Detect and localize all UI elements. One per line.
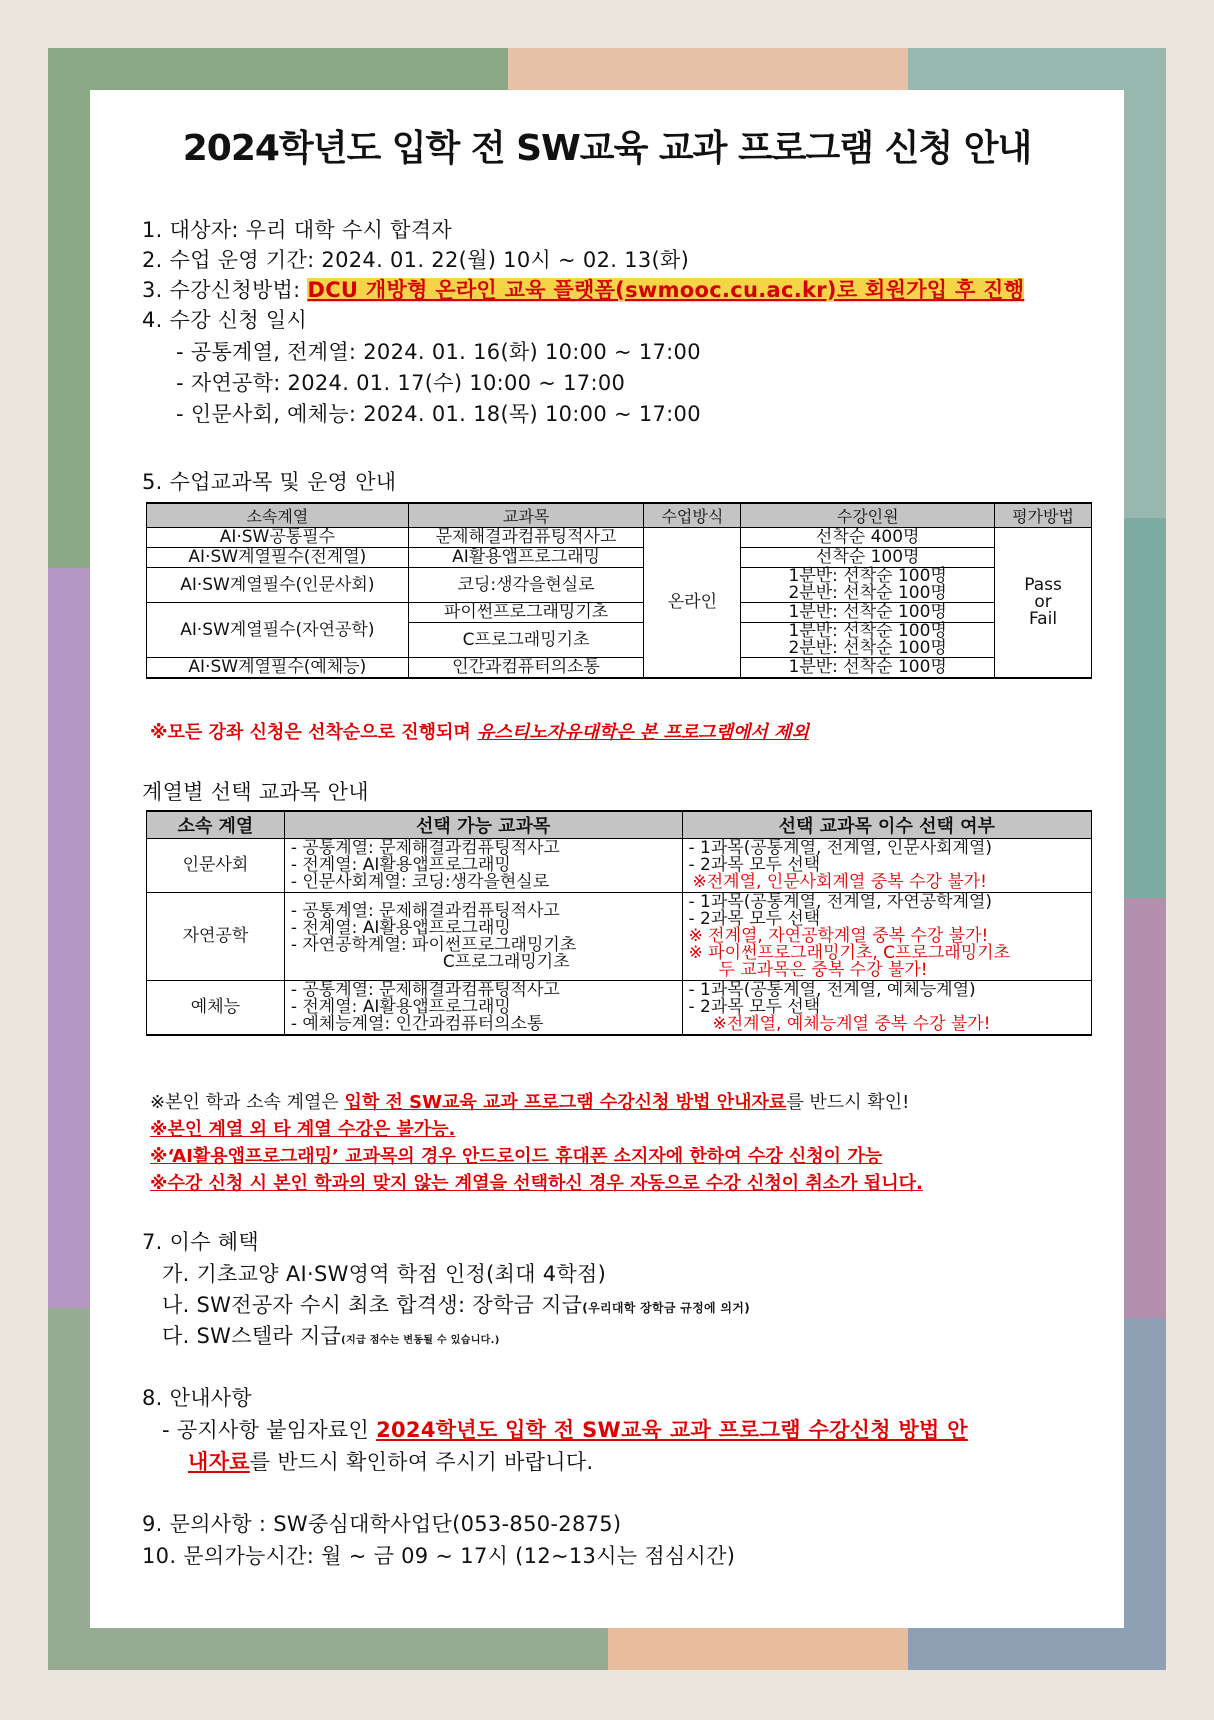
table-row: [147, 839, 1092, 893]
item-target: 1. 대상자: 우리 대학 수시 합격자: [142, 218, 452, 242]
warning-line: ※ 전계열, 자연공학계열 중복 수강 불가!: [688, 926, 989, 946]
course-line: - 공통계열: 문제해결과컴퓨팅적사고: [290, 900, 560, 921]
capacity-cell: 선착순 400명: [741, 528, 995, 548]
note-underlined: 유스티노자유대학은 본 프로그램에서 제외: [477, 722, 809, 743]
capacity-line: 1분반: 선착순 100명: [788, 566, 947, 586]
rules-cell: [682, 981, 1092, 1036]
benefit-b-small: (우리대학 장학금 규정에 의거): [582, 1301, 750, 1315]
note-text: ※모든 강좌 신청은 선착순으로 진행되며: [150, 722, 478, 743]
dept-cell: AI·SW공통필수: [147, 528, 409, 548]
guide-red: 2024학년도 입학 전 SW교육 교과 프로그램 수강신청 방법 안: [376, 1418, 968, 1442]
course-line: - 전계열: AI활용앱프로그래밍: [290, 855, 511, 875]
capacity-line: 2분반: 선착순 100명: [788, 583, 947, 603]
capacity-line: 2분반: 선착순 100명: [788, 638, 947, 658]
guide-line2: [188, 1446, 593, 1476]
header-dept: 소속 계열: [147, 811, 285, 839]
course-line: - 예체능계열: 인간과컴퓨터의소통: [290, 1014, 544, 1034]
note-android: ※‘AI활용앱프로그래밍’ 교과목의 경우 안드로이드 휴대폰 소지자에 한하여 수강 신청이 가능: [150, 1146, 883, 1167]
capacity-cell: 선착순 100명: [741, 548, 995, 568]
note-red: 입학 전 SW교육 교과 프로그램 수강신청 방법 안내자료: [344, 1092, 787, 1113]
warning-line: ※ 파이썬프로그래밍기초, C프로그래밍기초: [688, 943, 1010, 963]
dept-cell: AI·SW계열필수(전계열): [147, 548, 409, 568]
evaluation-pass: Pass: [1024, 575, 1062, 595]
table-row: [147, 658, 1092, 679]
course-line: - 전계열: AI활용앱프로그래밍: [290, 997, 511, 1017]
header-evaluation: 평가방법: [995, 503, 1092, 528]
benefit-b-text: 나. SW전공자 수시 최초 합격생: 장학금 지급: [162, 1293, 583, 1317]
benefit-c: [162, 1320, 500, 1350]
capacity-cell: 1분반: 선착순 100명: [741, 603, 995, 623]
table-row: [147, 981, 1092, 1036]
notice-sheet: [90, 90, 1124, 1628]
header-rules: 선택 교과목 이수 선택 여부: [682, 811, 1092, 839]
capacity-cell: [741, 623, 995, 658]
course-line: - 인문사회계열: 코딩:생각을현실로: [290, 872, 550, 892]
rules-cell: [682, 893, 1092, 981]
table-row: [147, 568, 1092, 603]
course-line: - 자연공학계열: 파이썬프로그래밍기초: [290, 934, 577, 955]
dept-cell: AI·SW계열필수(자연공학): [147, 603, 409, 658]
rule-line: - 2과목 모두 선택: [688, 909, 821, 929]
dept-cell: 자연공학: [147, 893, 285, 981]
item-period: 2. 수업 운영 기간: 2024. 01. 22(월) 10시 ~ 02. 13(화): [142, 248, 690, 272]
evaluation-fail: Fail: [1028, 609, 1058, 629]
rules-cell: [682, 839, 1092, 893]
rule-line: - 2과목 모두 선택: [688, 855, 821, 875]
dept-cell: 인문사회: [147, 839, 285, 893]
evaluation-cell: [995, 528, 1092, 679]
capacity-line: 1분반: 선착순 100명: [788, 621, 947, 641]
elective-title: 계열별 선택 교과목 안내: [142, 780, 369, 804]
note-no-other-dept: ※본인 계열 외 타 계열 수강은 불가능.: [150, 1119, 456, 1140]
guide-text: - 공지사항 붙임자료인: [162, 1418, 377, 1442]
courses-cell: [284, 981, 682, 1036]
elective-table: [146, 810, 1092, 1036]
course-line: - 공통계열: 문제해결과컴퓨팅적사고: [290, 980, 560, 1000]
note-auto-cancel: ※수강 신청 시 본인 학과의 맞지 않는 계열을 선택하신 경우 자동으로 수강 신청이 취소가 됩니다.: [150, 1173, 923, 1194]
benefit-b: [162, 1289, 750, 1319]
note-dept-check: [150, 1088, 909, 1114]
benefit-c-text: 다. SW스텔라 지급: [162, 1324, 342, 1348]
benefits-title: 7. 이수 혜택: [142, 1230, 259, 1254]
schedule-science: - 자연공학: 2024. 01. 17(수) 10:00 ~ 17:00: [176, 371, 626, 395]
course-table-note: [150, 718, 809, 744]
header-dept: 소속계열: [147, 503, 409, 528]
benefit-a: 가. 기초교양 AI·SW영역 학점 인정(최대 4학점): [162, 1262, 607, 1286]
course-cell: 문제해결과컴퓨팅적사고: [408, 528, 644, 548]
course-line: C프로그래밍기초: [442, 951, 570, 972]
table-row: [147, 548, 1092, 568]
item-method: [142, 274, 1024, 304]
course-cell: 인간과컴퓨터의소통: [408, 658, 644, 679]
warning-line: ※전계열, 인문사회계열 중복 수강 불가!: [692, 872, 987, 892]
schedule-humanities: - 인문사회, 예체능: 2024. 01. 18(목) 10:00 ~ 17:00: [176, 402, 701, 426]
guide-text: 를 반드시 확인하여 주시기 바랍니다.: [249, 1450, 594, 1474]
course-line: - 전계열: AI활용앱프로그래밍: [290, 917, 511, 938]
courses-cell: [284, 893, 682, 981]
schedule-common: - 공통계열, 전계열: 2024. 01. 16(화) 10:00 ~ 17:00: [176, 340, 701, 364]
course-cell: AI활용앱프로그래밍: [408, 548, 644, 568]
header-method: 수업방식: [644, 503, 741, 528]
guide-title: 8. 안내사항: [142, 1386, 252, 1410]
course-table: [146, 502, 1092, 679]
method-label: 3. 수강신청방법:: [142, 278, 308, 302]
rule-line: - 1과목(공통계열, 전계열, 자연공학계열): [688, 892, 993, 912]
courses-cell: [284, 839, 682, 893]
course-line: - 공통계열: 문제해결과컴퓨팅적사고: [290, 838, 560, 858]
guide-red: 내자료: [188, 1450, 250, 1474]
warning-line: 두 교과목은 중복 수강 불가!: [718, 960, 928, 980]
contact-hours: 10. 문의가능시간: 월 ~ 금 09 ~ 17시 (12~13시는 점심시간): [142, 1544, 736, 1568]
course-cell: 파이썬프로그래밍기초: [408, 603, 644, 623]
rule-line: - 2과목 모두 선택: [688, 997, 821, 1017]
header-capacity: 수강인원: [741, 503, 995, 528]
note-text: 를 반드시 확인!: [786, 1092, 910, 1113]
rule-line: - 1과목(공통계열, 전계열, 인문사회계열): [688, 838, 993, 858]
item-courses: 5. 수업교과목 및 운영 안내: [142, 470, 397, 494]
table-row: [147, 528, 1092, 548]
table-row: [147, 603, 1092, 623]
method-highlight: DCU 개방형 온라인 교육 플랫폼(swmooc.cu.ac.kr)로 회원가입 후 진행: [307, 278, 1025, 302]
evaluation-or: or: [1034, 592, 1052, 612]
course-cell: 코딩:생각을현실로: [408, 568, 644, 603]
header-courses: 선택 가능 교과목: [284, 811, 682, 839]
table-row: [147, 893, 1092, 981]
dept-cell: AI·SW계열필수(예체능): [147, 658, 409, 679]
page-title: 2024학년도 입학 전 SW교육 교과 프로그램 신청 안내: [182, 128, 1032, 169]
header-course: 교과목: [408, 503, 644, 528]
method-cell: 온라인: [644, 528, 741, 679]
dept-cell: 예체능: [147, 981, 285, 1036]
capacity-cell: 1분반: 선착순 100명: [741, 658, 995, 679]
note-text: ※본인 학과 소속 계열은: [150, 1092, 345, 1113]
contact-inquiry: 9. 문의사항 : SW중심대학사업단(053-850-2875): [142, 1512, 622, 1536]
dept-cell: AI·SW계열필수(인문사회): [147, 568, 409, 603]
warning-line: ※전계열, 예체능계열 중복 수강 불가!: [712, 1014, 991, 1034]
capacity-cell: [741, 568, 995, 603]
course-cell: C프로그래밍기초: [408, 623, 644, 658]
benefit-c-small: (지급 점수는 변동될 수 있습니다.): [341, 1335, 500, 1346]
rule-line: - 1과목(공통계열, 전계열, 예체능계열): [688, 980, 976, 1000]
guide-line1: [162, 1414, 968, 1444]
item-schedule: 4. 수강 신청 일시: [142, 308, 308, 332]
